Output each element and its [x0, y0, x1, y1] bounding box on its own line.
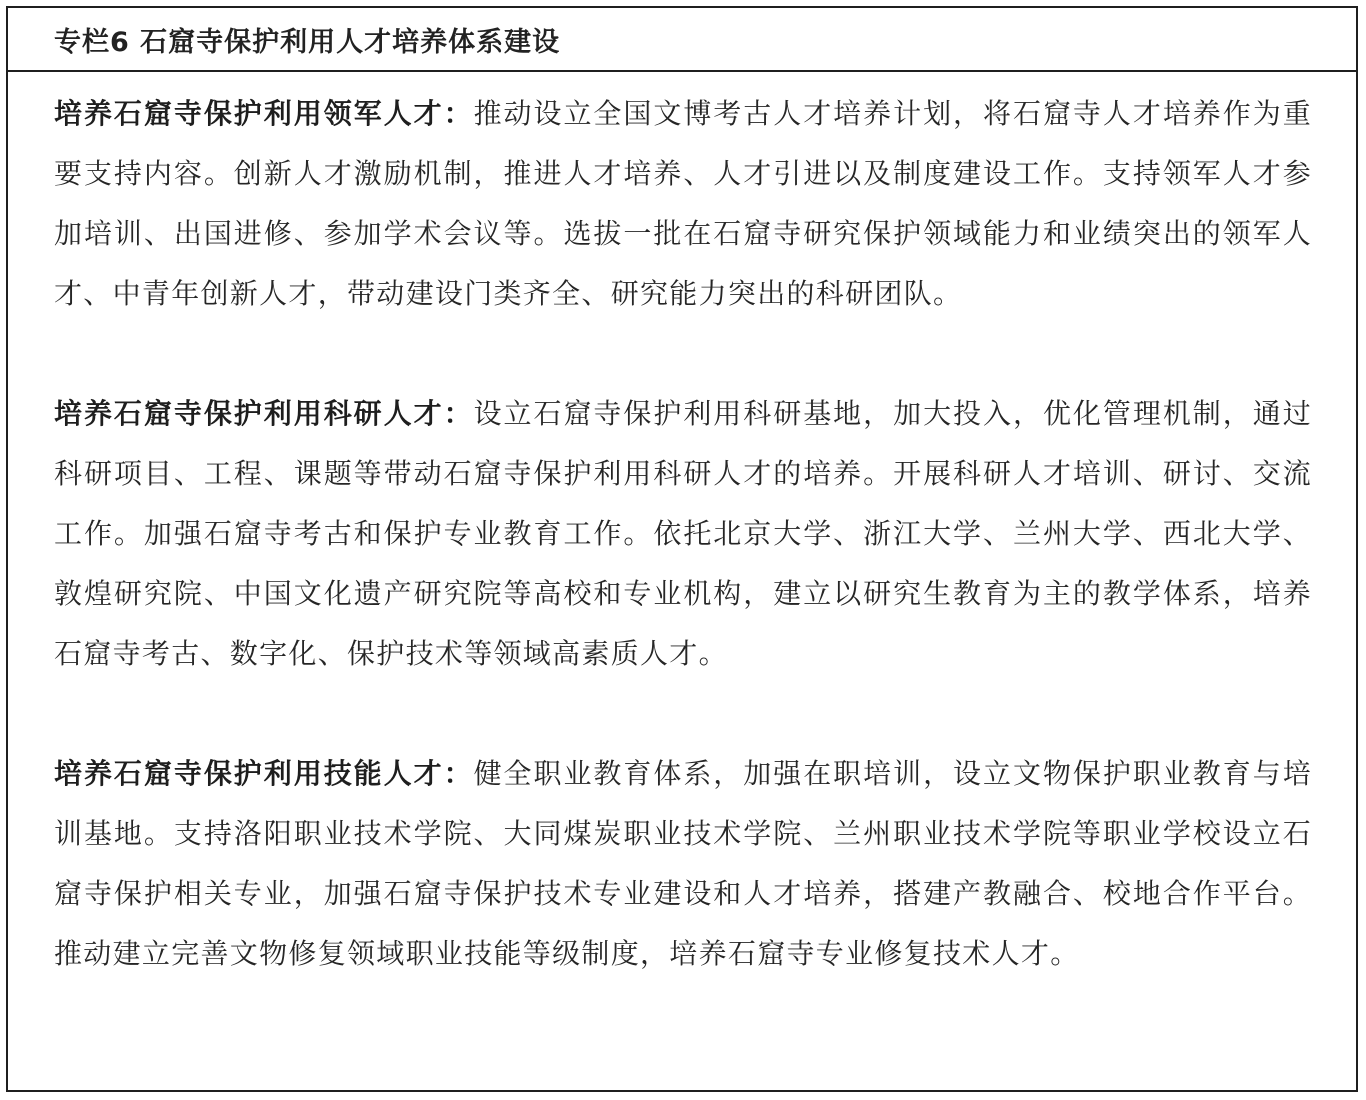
paragraph-skilled-talent [54, 744, 1312, 984]
column-body [8, 72, 1356, 984]
column-title: 专栏6 石窟寺保护利用人才培养体系建设 [8, 8, 1356, 72]
column-box [6, 6, 1358, 1092]
paragraph-leading-talent [54, 84, 1312, 324]
paragraph-lead: 培养石窟寺保护利用领军人才： [54, 97, 474, 130]
paragraph-research-talent [54, 384, 1312, 684]
paragraph-text: 设立石窟寺保护利用科研基地，加大投入，优化管理机制，通过科研项目、工程、课题等带动石窟寺保护利用科研人才的培养。开展科研人才培训、研讨、交流工作。加强石窟寺考古和保护专业教育工作。依托北京大学、浙江大学、兰州大学、西北大学、敦煌研究院、中国文化遗产研究院等高校和专业机构，建立以研究生教育为主的教学体系，培养石窟寺考古、数字化、保护技术等领域高素质人才。 [54, 397, 1313, 670]
paragraph-lead: 培养石窟寺保护利用技能人才： [54, 757, 474, 790]
paragraph-lead: 培养石窟寺保护利用科研人才： [54, 397, 474, 430]
paragraph-text: 推动设立全国文博考古人才培养计划，将石窟寺人才培养作为重要支持内容。创新人才激励机制，推进人才培养、人才引进以及制度建设工作。支持领军人才参加培训、出国进修、参加学术会议等。选拔一批在石窟寺研究保护领域能力和业绩突出的领军人才、中青年创新人才，带动建设门类齐全、研究能力突出的科研团队。 [54, 97, 1313, 310]
paragraph-text: 健全职业教育体系，加强在职培训，设立文物保护职业教育与培训基地。支持洛阳职业技术学院、大同煤炭职业技术学院、兰州职业技术学院等职业学校设立石窟寺保护相关专业，加强石窟寺保护技术专业建设和人才培养，搭建产教融合、校地合作平台。推动建立完善文物修复领域职业技能等级制度，培养石窟寺专业修复技术人才。 [54, 757, 1313, 970]
